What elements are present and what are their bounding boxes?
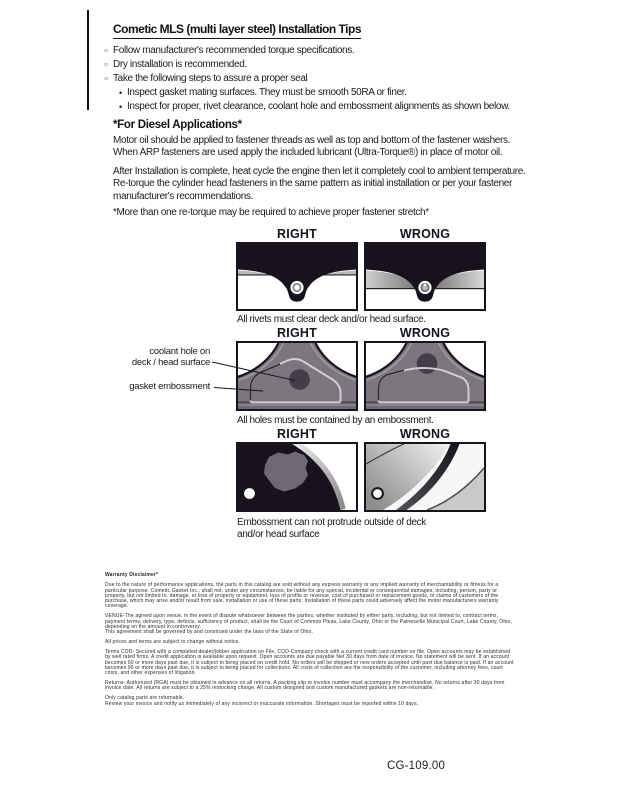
embossment-wrong-art [366,343,484,409]
tip-item [104,58,544,72]
sub-tip-text: Inspect for proper, rivet clearance, coolant hole and embossment alignments as shown below. [127,101,510,112]
circle-bullet-icon: ○ [104,47,108,55]
protrusion-wrong-art [366,444,484,510]
gasket-embossment-callout: gasket embossment [129,381,210,392]
dot-bullet-icon: • [119,88,122,98]
coolant-hole-callout: coolant hole on deck / head surface [131,346,210,369]
rivet-clearance-wrong-diagram [364,242,486,311]
row3-right-label: RIGHT [277,427,317,441]
tip-item [104,72,544,86]
disclaimer-returns: Returns- Authorized (RGA) must be obtained in advance on all returns. A packing slip or invoice number must accompany the merchandise. No returns after 30 days from invoice date. All returns are subject to a 25% restocking charge. All custom designed and custom manufactured gaskets are non-returnable. [105,680,505,692]
diesel-applications-heading: *For Diesel Applications* [113,119,242,131]
retorque-note: *More than one re-torque may be required to achieve proper fastener stretch* [113,207,429,218]
row1-wrong-label: WRONG [399,227,451,241]
disclaimer-terms: Terms COD- Secured with a completed dealer/jobber application on File, COD-Company check with a current credit card number on file. Open accounts may be established by well rated firms. A credit application is available upon request. Open accounts are due payable Net 30 days from date of invoice. No statement will be sent. If an account becomes 60 or more days past due, it is subject to being placed on credit hold. No orders will be shipped or new orders accepted until past due balance is paid. If an account becomes 90 or more days past due, it is subject to being placed for collections. All costs of collection are the responsibility of the customer, including attorney fees, court costs, and other expenses of litigation. [105,649,514,677]
circle-bullet-icon: ○ [104,61,108,69]
disclaimer-returnable: Only catalog parts are returnable. [105,695,185,702]
bolt-hole [372,488,383,499]
protrusion-wrong-diagram [364,442,486,512]
page-code: CG-109.00 [387,760,446,772]
dot-bullet-icon: • [119,102,122,112]
disclaimer-liability: Due to the nature of performance applications, the parts in this catalog are sold without any express warranty or any implied warranty of merchantability or fitness for a particular purpose. Cometic Gasket Inc., shall not, under any circumstances, be liable for any special, incidental or consequential damages, including, person, party or property, but not limited to, damage, or loss of property or equipment, loss of profits or revenue, cost of purchased or replacement goods, or claims of customers of the purchase, which may arise and/or result from sale, installation or use of these parts. Installation of these parts could adversely affect the motor manufacturers warranty coverage. [105,582,499,610]
rivet-wrong-art [366,244,484,309]
row2-caption: All holes must be contained by an embossment. [237,415,434,426]
disclaimer-venue-law: This agreement shall be governed by and construed under the laws of the State of Ohio. [105,629,314,636]
row1-caption: All rivets must clear deck and/or head surface. [237,314,426,325]
sub-tip-item [104,86,544,100]
disclaimer-prices: All prices and terms are subject to change without notice. [105,639,241,646]
retorque-paragraph: After Installation is complete, heat cycle the engine then let it completely cool to ambient temperature. Re-torque the cylinder head fasteners in the same pattern as initial installation or per your fastener manufacturer's recommendations. [113,166,526,202]
embossment-right-diagram [236,341,358,411]
disclaimer-heading: Warranty Disclaimer* [105,572,159,578]
warranty-disclaimer [105,573,515,707]
left-margin-bar [87,10,89,110]
embossment-wrong-diagram [364,341,486,411]
protrusion-right-diagram [236,442,358,512]
tip-text: Dry installation is recommended. [113,59,247,70]
row3-wrong-label: WRONG [399,427,451,441]
rivet-clearance-right-diagram [236,242,358,311]
row2-right-label: RIGHT [277,326,317,340]
tip-text: Take the following steps to assure a proper seal [113,73,308,84]
installation-tips-list [104,44,544,114]
row3-caption: Embossment can not protrude outside of deck and/or head surface [237,517,426,540]
row1-right-label: RIGHT [277,227,317,241]
bolt-hole [244,488,255,499]
coolant-hole [417,353,438,374]
tip-text: Follow manufacturer's recommended torque specifications. [113,45,355,56]
tip-item [104,44,544,58]
sub-tip-item [104,100,544,114]
circle-bullet-icon: ○ [104,75,108,83]
protrusion-right-art [238,444,356,510]
embossment-right-art [238,343,356,409]
rivet-right-art [238,244,356,309]
row2-wrong-label: WRONG [399,326,451,340]
motor-oil-paragraph: Motor oil should be applied to fastener threads as well as top and bottom of the fastener washers. When ARP fasteners are used apply the included lubricant (Ultra-Torque®) in place of motor oil. [113,135,511,159]
coolant-hole [289,369,310,390]
page-title: Cometic MLS (multi layer steel) Installation Tips [113,22,361,39]
sub-tip-text: Inspect gasket mating surfaces. They must be smooth 50RA or finer. [127,87,407,98]
disclaimer-venue: VENUE-The agreed upon venue, in the event of dispute whatsoever between the parties, whether instituted by either party, including, but not limited to, contract terms, payment terms, delivery, type, defects, sufficiency of product, shall be the Court of Common Pleas, Lake County, Ohio or the Painesville Municipal Court, Lake County, Ohio, depending on the amount in controversy. [105,613,513,630]
disclaimer-review: Review your invoice and notify us immediately of any incorrect or inaccurate information. Shortages must be reported within 10 days. [105,700,419,707]
